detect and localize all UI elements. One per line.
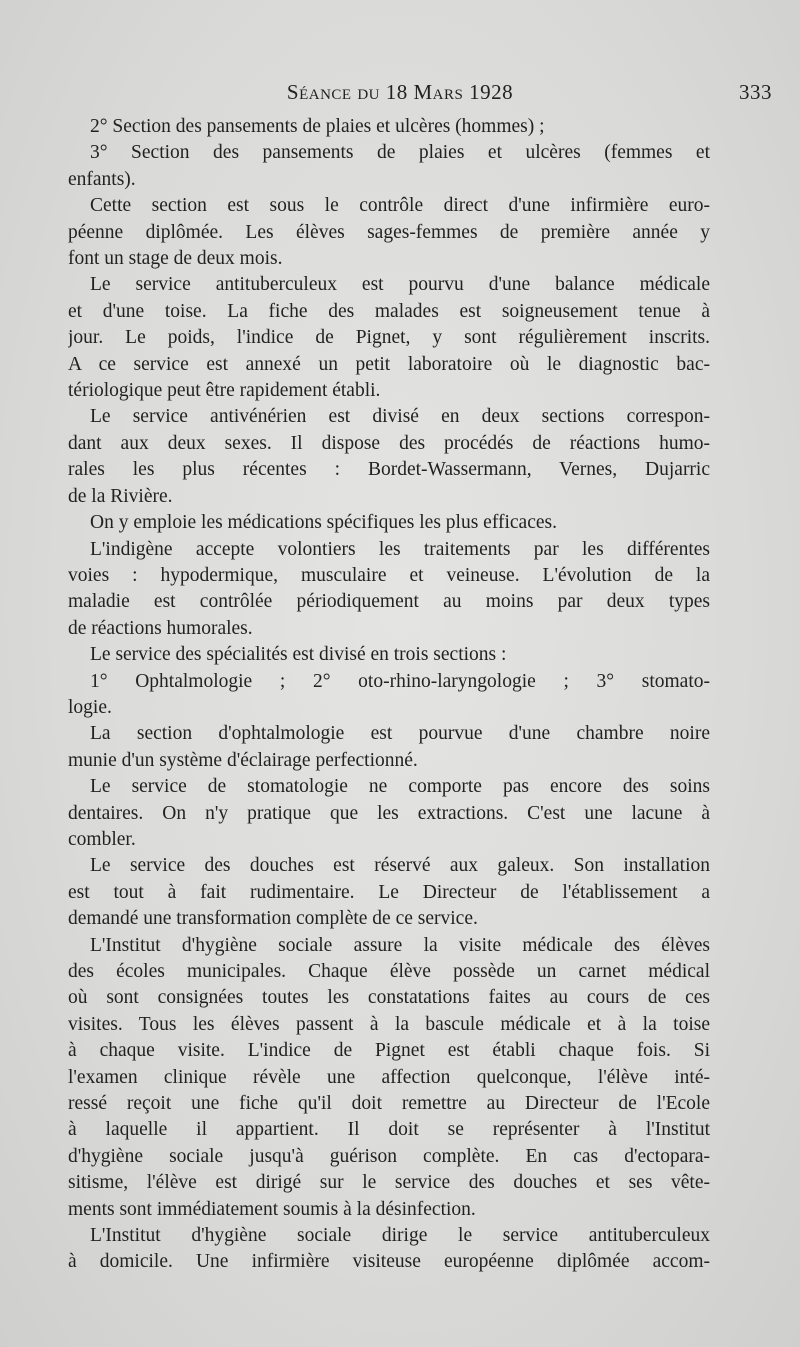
text-line: Le service antituberculeux est pourvu d'une balance médicale [90,274,710,296]
text-line: demandé une transformation complète de ce service. [68,908,478,930]
text-line: logie. [68,696,112,718]
paragraph [68,537,710,643]
paragraph [68,721,710,774]
paragraph [68,774,710,853]
text-line: des écoles municipales. Chaque élève possède un carnet médical [68,961,710,982]
paragraph [68,404,710,510]
text-line: font un stage de deux mois. [68,248,283,270]
paragraph [68,193,710,272]
text-line: ments sont immédiatement soumis à la désinfection. [68,1198,476,1220]
text-line: munie d'un système d'éclairage perfectionné. [68,749,418,771]
text-line: est tout à fait rudimentaire. Le Directeur de l'établissement a [68,881,710,903]
text-line: combler. [68,828,136,850]
text-line: à chaque visite. L'indice de Pignet est établi chaque fois. Si [68,1040,710,1062]
paragraph [68,669,710,722]
page-header [0,80,800,110]
text-line: où sont consignées toutes les constatations faites au cours de ces [68,987,710,1009]
text-line: de réactions humorales. [68,617,253,639]
text-line: maladie est contrôlée périodiquement au moins par deux types [68,591,710,613]
paragraph [68,114,710,140]
text-line: de la Rivière. [68,485,173,507]
text-line: Cette section est sous le contrôle direct d'une infirmière euro- [90,195,710,217]
text-line: péenne diplômée. Les élèves sages-femmes de première année y [68,221,710,243]
running-head: Séance du 18 Mars 1928 [286,80,514,104]
text-line: à laquelle il appartient. Il doit se représenter à l'Institut [68,1119,710,1141]
text-line: A ce service est annexé un petit laboratoire où le diagnostic bac- [68,353,710,375]
text-line: 1° Ophtalmologie ; 2° oto-rhino-laryngologie ; 3° stomato- [90,670,710,692]
text-line: On y emploie les médications spécifiques les plus efficaces. [90,512,557,534]
paragraph [68,140,710,193]
paragraph [68,510,710,536]
text-line: Le service des spécialités est divisé en trois sections : [90,644,507,666]
text-line: L'Institut d'hygiène sociale dirige le service antituberculeux [90,1225,710,1247]
paragraph [68,1223,710,1276]
text-line: et d'une toise. La fiche des malades est soigneusement tenue à [68,300,710,322]
text-line: 3° Section des pansements de plaies et ulcères (femmes et [90,142,710,164]
text-line: rales les plus récentes : Bordet-Wassermann, Vernes, Dujarric [68,459,710,481]
text-line: jour. Le poids, l'indice de Pignet, y sont régulièrement inscrits. [68,327,710,349]
text-line: La section d'ophtalmologie est pourvue d'une chambre noire [90,723,710,745]
text-line: Le service des douches est réservé aux galeux. Son installation [90,855,710,877]
paragraph [68,933,710,1223]
text-line: visites. Tous les élèves passent à la bascule médicale et à la toise [68,1013,710,1035]
text-line: Le service de stomatologie ne comporte pas encore des soins [90,776,710,798]
text-line: l'examen clinique révèle une affection quelconque, l'élève inté- [68,1066,710,1088]
body-text [68,114,710,1276]
page-number: 333 [739,80,772,104]
text-line: L'indigène accepte volontiers les traitements par les différentes [90,538,710,560]
text-line: voies : hypodermique, musculaire et veineuse. L'évolution de la [68,564,710,586]
text-line: enfants). [68,168,136,190]
paragraph [68,853,710,932]
text-line: Le service antivénérien est divisé en deux sections correspon- [90,406,710,428]
text-line: dant aux deux sexes. Il dispose des procédés de réactions humo- [68,432,710,454]
text-line: 2° Section des pansements de plaies et ulcères (hommes) ; [90,116,545,137]
text-line: ressé reçoit une fiche qu'il doit remettre au Directeur de l'Ecole [68,1093,710,1115]
paragraph [68,642,710,668]
paragraph [68,272,710,404]
text-line: L'Institut d'hygiène sociale assure la visite médicale des élèves [90,934,710,956]
text-line: sitisme, l'élève est dirigé sur le service des douches et ses vête- [68,1172,710,1194]
text-line: d'hygiène sociale jusqu'à guérison complète. En cas d'ectopara- [68,1145,710,1167]
text-line: tériologique peut être rapidement établi. [68,380,381,402]
text-line: à domicile. Une infirmière visiteuse européenne diplômée accom- [68,1251,710,1273]
text-line: dentaires. On n'y pratique que les extractions. C'est une lacune à [68,802,710,824]
